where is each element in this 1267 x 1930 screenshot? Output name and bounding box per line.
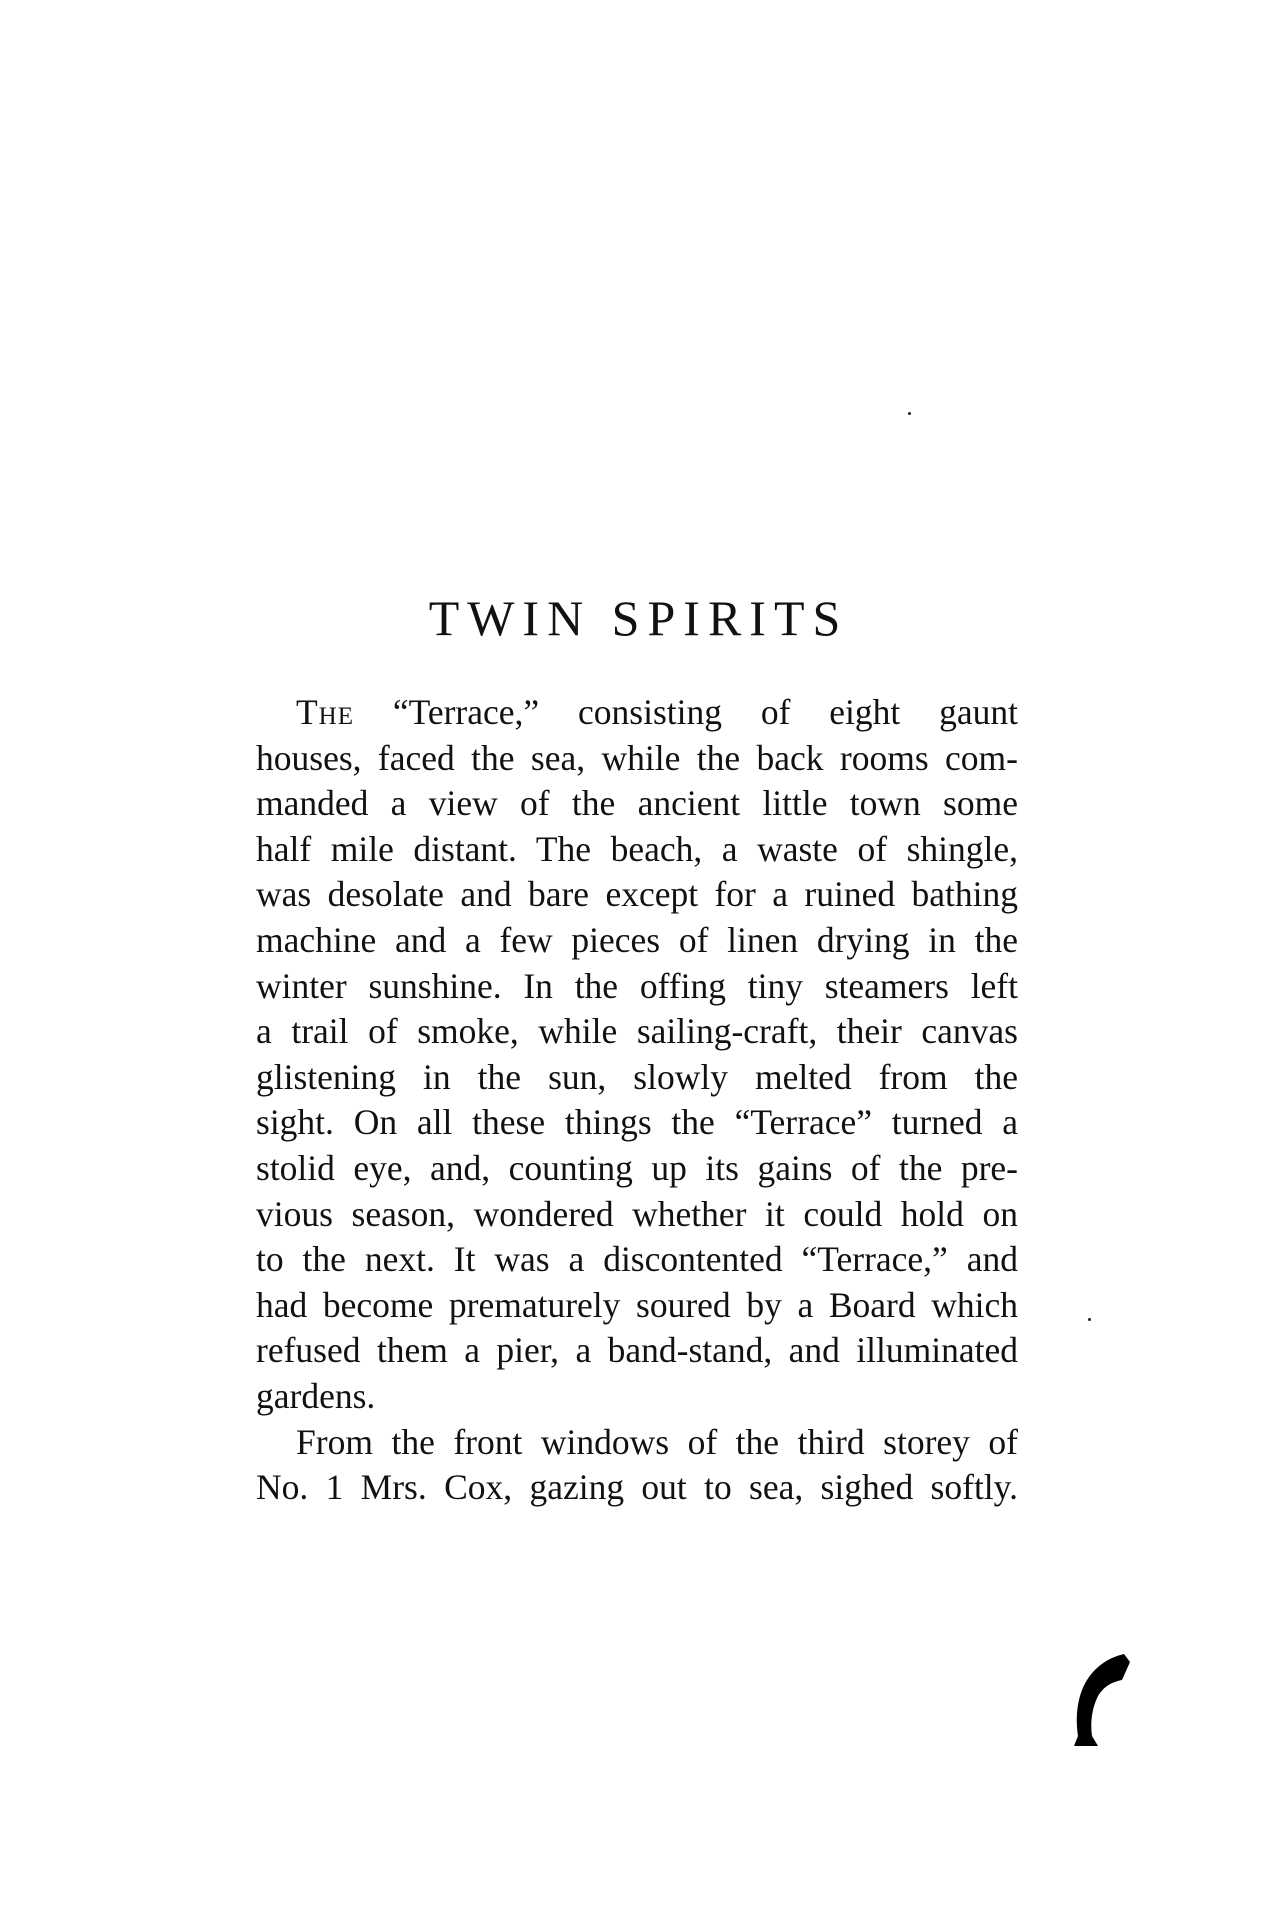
text-line: gardens. [256,1375,376,1416]
text-line: had become prematurely soured by a Board which [256,1284,1018,1325]
text-line: glistening in the sun, slowly melted from the [256,1056,1018,1097]
text-line: refused them a pier, a band-stand, and illuminated [256,1330,1018,1371]
text-line: half mile distant. The beach, a waste of shingle, [256,828,1018,869]
chapter-title: TWIN SPIRITS [428,590,849,646]
text-line: machine and a few pieces of linen drying in the [256,919,1018,960]
text-line: stolid eye, and, counting up its gains of the pre- [256,1147,1018,1188]
text-line-content: “Terrace,” consisting of eight gaunt [392,692,1019,732]
ink-blot-mark [1072,1652,1132,1748]
text-line: a trail of smoke, while sailing-craft, their canvas [256,1011,1018,1052]
text-line: houses, faced the sea, while the back rooms com- [256,737,1018,778]
text-line: vious season, wondered whether it could hold on [256,1193,1018,1234]
text-line: No. 1 Mrs. Cox, gazing out to sea, sighed softly. [256,1467,1018,1508]
text-line: was desolate and bare except for a ruined bathing [256,874,1018,915]
text-line: From the front windows of the third storey of [296,1421,1018,1462]
print-speck [908,412,911,415]
body-text [256,690,1018,1511]
print-speck [1088,1318,1091,1321]
text-line: manded a view of the ancient little town some [256,783,1018,824]
text-line: winter sunshine. In the offing tiny steamers left [256,965,1018,1006]
text-line: to the next. It was a discontented “Terrace,” and [256,1239,1018,1280]
text-line: sight. On all these things the “Terrace” turned a [256,1102,1018,1143]
text-line [256,690,1018,736]
opening-word: The [296,692,355,732]
